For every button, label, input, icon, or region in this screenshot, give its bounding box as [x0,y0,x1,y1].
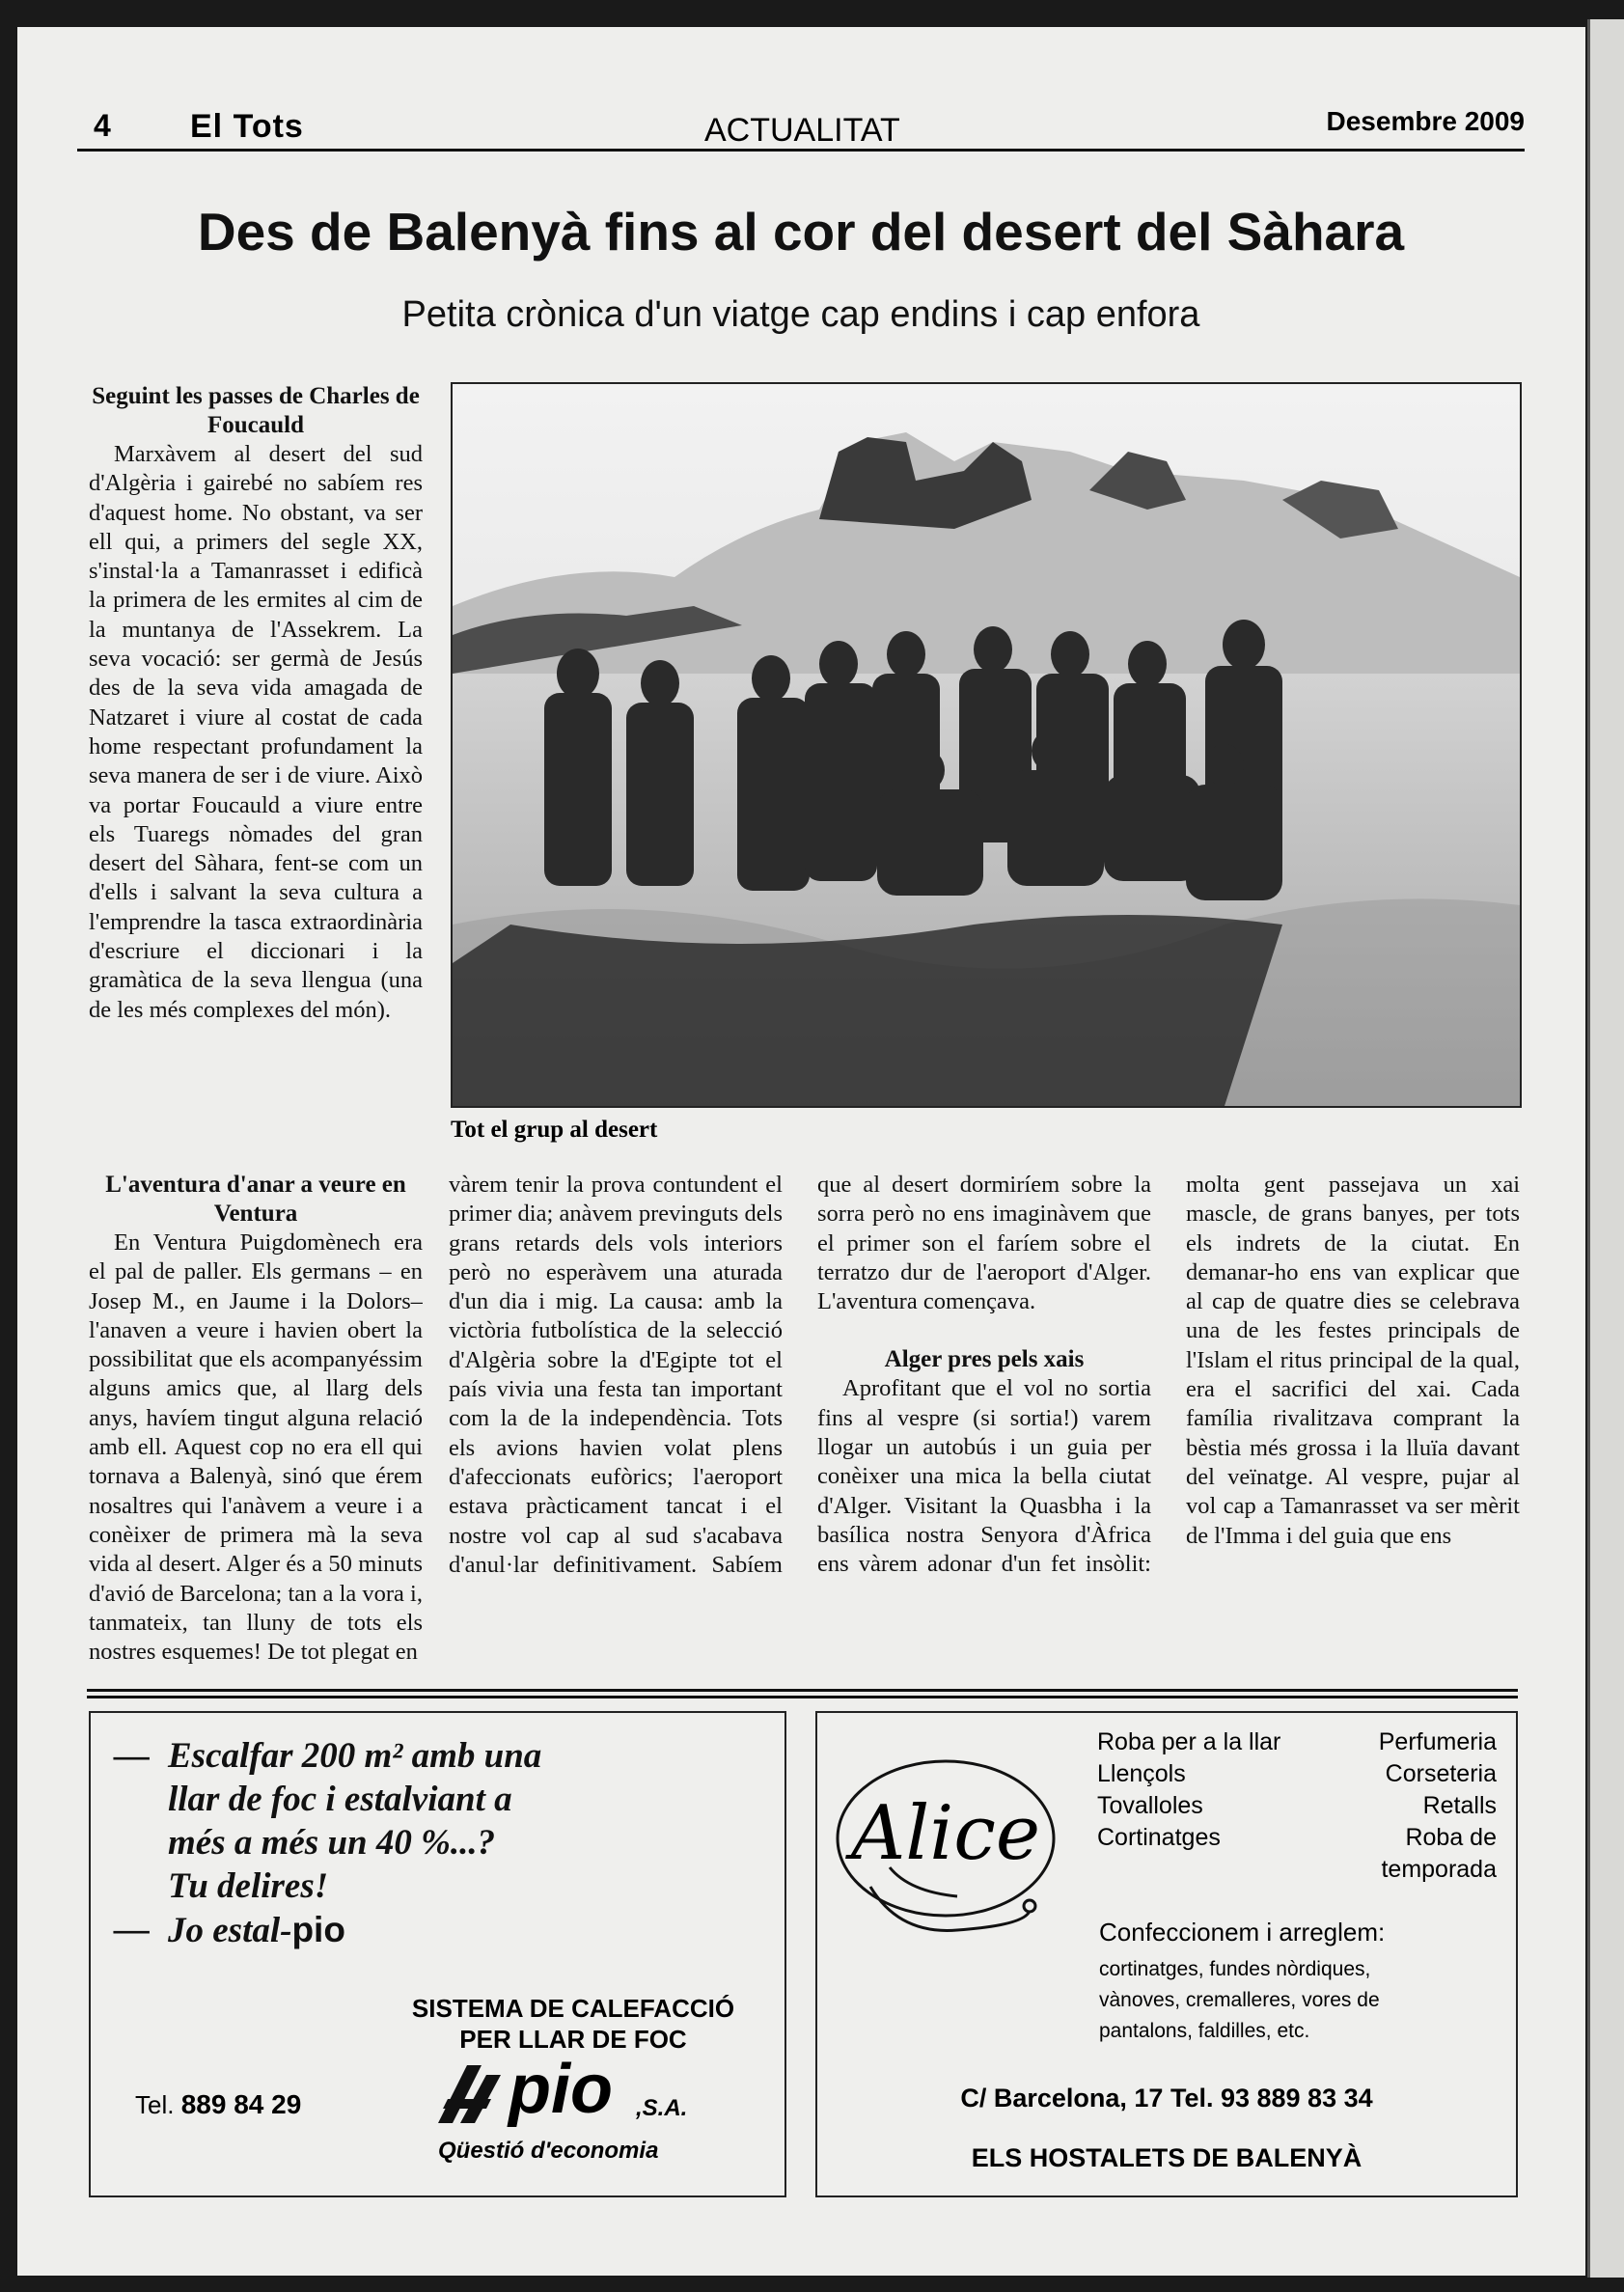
alice-services [1099,1954,1485,2047]
alice-list-right [1379,1726,1497,1886]
pio-motto: Qüestió d'economia [438,2138,659,2164]
slogan-line-1: Escalfar 200 m² amb una [168,1736,542,1776]
alice-list-left [1097,1726,1280,1854]
alice-service-line: cortinatges, fundes nòrdiques, [1099,1958,1371,1980]
sistema-line-2: PER LLAR DE FOC [459,2025,687,2054]
article-title: Des de Balenyà fins al cor del desert del Sàhara [197,202,1405,262]
pio-logo [433,2051,723,2128]
advert-pio [89,1711,786,2197]
pio-system-text [380,1993,766,2055]
alice-item: Llençols [1097,1760,1186,1787]
desert-photo-illustration [453,384,1520,1106]
dash-2: — [114,1910,150,1949]
alice-item: Cortinatges [1097,1824,1221,1851]
paragraph-ventura-tail: vàrem tenir la prova contundent el primer dia; anàvem previnguts dels grans retards dels vols interiors però no esperàvem una aturada d'un dia i mig. La causa: amb la victòria futbolística de la selecció d'Algèria sobre la d'Egipte tot el país vivia una festa tan important com la de la independència. Tots els avions havien volat plens d'afeccionats eufòrics; l'aeroport estava pràcticament tancat i el nostre vol cap al sud s'acabava d'anul·lar definitivament. Sabíem que al desert dormiríem sobre la sorra però no ens imaginàvem que el primer son el faríem sobre el terratzo dur de l'aeroport d'Alger. L'aventura començava. [449,1172,1151,1578]
advert-alice [815,1711,1518,2197]
page-header [77,79,1525,152]
slogan-line-3: més a més un 40 %...? [168,1823,496,1863]
alice-item: temporada [1381,1856,1497,1883]
paragraph-ventura-part1 [89,1229,423,1667]
section-heading-foucauld: Seguint les passes de Charles de Foucauld [92,383,420,438]
magazine-name: El Tots [190,108,304,145]
column-2 [89,1171,423,1672]
alice-item: Perfumeria [1378,1728,1497,1755]
columns-3-5 [449,1171,1520,1672]
column-1 [89,382,423,1025]
alice-logo-text: Alice [851,1790,1041,1877]
pio-mark-icon [433,2060,510,2128]
pio-brand: pio [509,2051,613,2128]
ads-divider [87,1689,1518,1698]
article-subtitle: Petita crònica d'un viatge cap endins i cap enfora [401,294,1200,335]
alice-item: Corseteria [1385,1760,1497,1787]
sistema-line-1: SISTEMA DE CALEFACCIÓ [411,1994,735,2023]
pio-telephone [135,2089,301,2120]
slogan-line-4: Tu delires! [168,1866,329,1906]
alice-item: Roba per a la llar [1097,1728,1281,1755]
alice-town: ELS HOSTALETS DE BALENYÀ [971,2143,1363,2172]
section-heading-alger: Alger pres pels xais [884,1346,1085,1373]
alice-service-line: vànoves, cremalleres, vores de [1099,1989,1380,2011]
alice-item: Tovalloles [1097,1792,1203,1819]
alice-service-line: pantalons, faldilles, etc. [1099,2020,1310,2042]
alice-address: C/ Barcelona, 17 Tel. 93 889 83 34 [960,2084,1373,2113]
tel-number: 889 84 29 [180,2089,302,2119]
tel-label: Tel. [135,2090,175,2119]
slogan-line-5b: pio [291,1910,345,1949]
photo-caption: Tot el grup al desert [451,1117,658,1143]
dash-1: — [114,1736,150,1776]
alice-logo [832,1752,1059,1945]
group-photo-desert [451,382,1522,1108]
section-name: ACTUALITAT [704,112,900,149]
paragraph-alger: Aprofitant que el vol no sortia fins al vespre (si sortia!) varem llogar un autobús i un guia per conèixer una mica la bella ciutat d'Alger. Visitant la Quasbha i la basílica nostra Senyora d'Àfrica ens vàrem adonar d'un fet insòlit: molta gent passejava un xai mascle, de grans banyes, per tots els indrets de la ciutat. En demanar-ho ens van explicar que al cap de quatre dies se celebrava una de les festes principals de l'Islam el ritus principal de la qual, era el sacrifici del xai. Cada família rivalitzava comprant la bèstia més grossa i la lluïa davant del veïnatge. Al vespre, pujar al vol cap a Tamanrasset va ser mèrit de l'Imma i del guia que ens [817,1172,1520,1578]
pio-slogan [114,1734,542,1952]
alice-services-title: Confeccionem i arreglem: [1099,1918,1386,1947]
pio-brand-suffix: ,S.A. [636,2095,688,2121]
next-page-edge [1587,19,1624,2278]
issue-date: Desembre 2009 [1326,106,1525,136]
alice-item: Roba de [1405,1824,1497,1851]
section-heading-ventura: L'aventura d'anar a veure en Ventura [105,1172,406,1227]
paragraph-foucauld: Marxàvem al desert del sud d'Algèria i gairebé no sabíem res d'aquest home. No obstant, va ser ell qui, a primers del segle XX, s'instal·la a Tamanrasset i edificà la primera de les ermites al cim de la muntanya de l'Assekrem. La seva vocació: ser germà de Jesús des de la seva vida amagada de Natzaret i viure al costat de cada home respectant profundament la seva manera de ser i de viure. Això va portar Foucauld a viure entre els Tuaregs nòmades del gran desert del Sàhara, fent-se com un d'ells i salvant la seva cultura a l'emprendre la tasca extraordinària d'escriure el diccionari i la gramàtica de la seva llengua (una de les més complexes del món). [89,441,423,1023]
slogan-line-5a: Jo estal- [168,1911,292,1950]
paragraph-ventura-text: En Ventura Puigdomènech era el pal de paller. Els germans – en Josep M., en Jaume i la Dolors– l'anaven a veure i havien obert la possibilitat que els acompanyéssim alguns amics que, al llarg dels anys, havíem tingut alguna relació amb ell. Aquest cop no era ell qui tornava a Balenyà, sinó que érem nosaltres qui l'anàvem a veure i a conèixer de primera mà la seva vida al desert. Alger és a 50 minuts d'avió de Barcelona; tan a la vora i, tanmateix, tan lluny de tots els nostres esquemes! De tot plegat en [89,1229,423,1666]
page-number: 4 [94,108,111,143]
alice-item: Retalls [1422,1792,1497,1819]
slogan-line-2: llar de foc i estalviant a [168,1780,512,1819]
